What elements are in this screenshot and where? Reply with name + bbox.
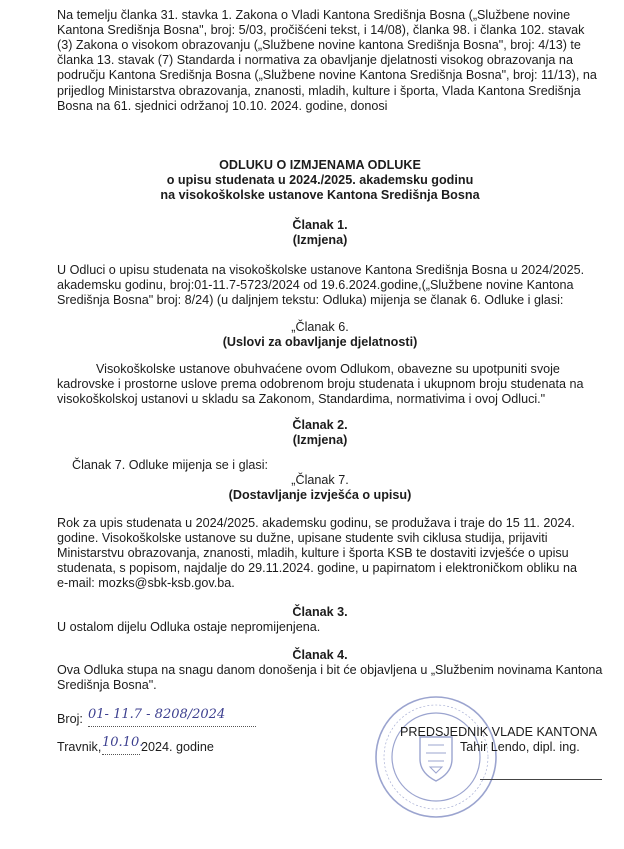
clanak3-text: U ostalom dijelu Odluka ostaje nepromijenjena. xyxy=(57,620,321,634)
clanak7-line: studenata, s popisom, najdalje do 29.11.2024. godine, u papirnatom i elektroničkom obliku na xyxy=(57,561,577,575)
date-dotted-line xyxy=(102,754,140,755)
clanak7-sub: (Dostavljanje izvješća o upisu) xyxy=(228,488,412,502)
clanak6-line: Visokoškolske ustanove obuhvaćene ovom Odlukom, obavezne su upotpuniti svoje xyxy=(96,362,560,376)
preamble-line: području Kantona Središnja Bosna („Službene novine Kantona Središnja Bosna", broj: 11/13), na xyxy=(57,68,597,82)
preamble-line: Kantona Središnja Bosna", broj: 5/03, pročišćeni tekst, i 14/08), članka 98. i članka 102. stavak xyxy=(57,23,585,37)
broj-dotted-line xyxy=(88,726,256,727)
clanak4-heading: Članak 4. xyxy=(292,648,348,662)
date-handwritten: 10.10. xyxy=(102,735,144,750)
clanak3-heading: Članak 3. xyxy=(292,605,348,619)
clanak7-line: e-mail: mozks@sbk-ksb.gov.ba. xyxy=(57,576,235,590)
preamble-line: prijedlog Ministarstva obrazovanja, znanosti, mladih, kulture i športa, Vlada Kantona Središnja xyxy=(57,84,581,98)
clanak7-heading: „Članak 7. xyxy=(291,473,349,487)
clanak2-sub: (Izmjena) xyxy=(292,433,348,447)
clanak4-line: Ova Odluka stupa na snagu danom donošenja i bit će objavljena u „Službenim novinama Kantona xyxy=(57,663,603,677)
preamble-line: (3) Zakona o visokom obrazovanju („Službene novine kantona Središnja Bosna", broj: 4/13) te xyxy=(57,38,581,52)
signature-line xyxy=(480,779,602,780)
official-seal-icon xyxy=(372,693,500,821)
clanak6-heading: „Članak 6. xyxy=(291,320,349,334)
clanak6-line: visokoškolskoj ustanovi u skladu sa Zakonom, Standardima, normativima i ovoj Odluci." xyxy=(57,392,546,406)
clanak2-intro: Članak 7. Odluke mijenja se i glasi: xyxy=(72,458,268,472)
clanak7-line: Ministarstvu obrazovanja, znanosti, mladih, kulture i športa KSB te dostaviti izvješće o upisu xyxy=(57,546,569,560)
clanak7-line: godine. Visokoškolske ustanove su dužne, upisane studente svih ciklusa studija, prijaviti xyxy=(57,531,548,545)
preamble-line: Na temelju članka 31. stavka 1. Zakona o Vladi Kantona Središnja Bosna („Službene novine xyxy=(57,8,571,22)
preamble-line: članka 13. stavak (7) Standarda i normativa za obavljanje djelatnosti visokog obrazovanja na xyxy=(57,53,573,67)
clanak1-line: U Odluci o upisu studenata na visokoškolske ustanove Kantona Središnja Bosna u 2024/2025. xyxy=(57,263,585,277)
title-line: ODLUKU O IZMJENAMA ODLUKE xyxy=(219,158,421,172)
clanak7-line: Rok za upis studenata u 2024/2025. akademsku godinu, se produžava i traje do 15 11. 2024. xyxy=(57,516,575,530)
clanak4-line: Središnja Bosna". xyxy=(57,678,157,692)
clanak1-heading: Članak 1. xyxy=(292,218,348,232)
title-line: o upisu studenata u 2024./2025. akademsku godinu xyxy=(166,173,474,187)
preamble-line: Bosna na 61. sjednici održanoj 10.10. 2024. godine, donosi xyxy=(57,99,388,113)
place-label: Travnik, xyxy=(57,740,102,754)
date-suffix: 2024. godine xyxy=(141,740,214,754)
signer-title: PREDSJEDNIK VLADE KANTONA xyxy=(400,725,598,739)
clanak6-line: kadrovske i prostorne uslove prema odobrenom broju studenata i ukupnom broju studenata na xyxy=(57,377,584,391)
title-line: na visokoškolske ustanove Kantona Središnja Bosna xyxy=(160,188,480,202)
clanak1-line: akademsku godinu, broj:01-11.7-5723/2024 od 19.6.2024.godine,(„Službene novine Kantona xyxy=(57,278,574,292)
clanak1-line: Središnja Bosna" broj: 8/24) (u daljnjem tekstu: Odluka) mijenja se članak 6. Odluke i glasi: xyxy=(57,293,564,307)
broj-handwritten: 01- 11.7 - 8208/2024 xyxy=(88,707,226,722)
broj-label: Broj: xyxy=(57,712,83,726)
signer-name: Tahir Lendo, dipl. ing. xyxy=(460,740,580,754)
clanak6-sub: (Uslovi za obavljanje djelatnosti) xyxy=(222,335,418,349)
clanak2-heading: Članak 2. xyxy=(292,418,348,432)
clanak1-sub: (Izmjena) xyxy=(292,233,348,247)
